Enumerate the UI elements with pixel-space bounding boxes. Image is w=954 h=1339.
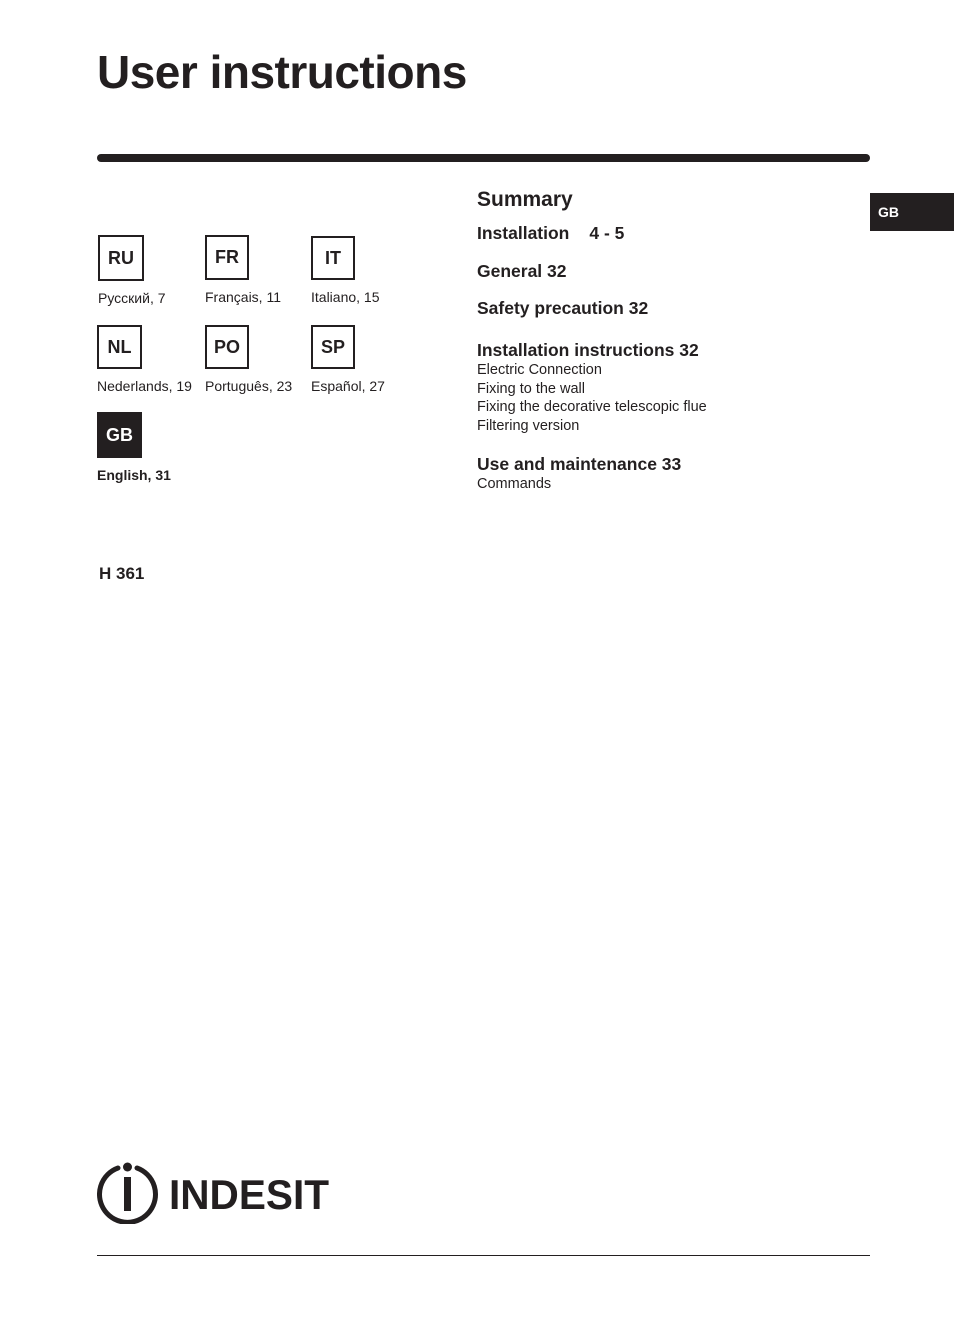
toc-section-page: 4 - 5 (589, 223, 625, 243)
language-label: Italiano, 15 (311, 289, 380, 305)
language-label: Nederlands, 19 (97, 378, 192, 394)
toc-section-general[interactable] (477, 261, 857, 282)
language-code-box: FR (205, 235, 249, 280)
language-side-tab: GB (870, 193, 954, 231)
page-title: User instructions (97, 46, 467, 98)
summary-toc (477, 187, 857, 494)
toc-section-title: General 32 (477, 261, 567, 281)
language-code-box: SP (311, 325, 355, 369)
summary-heading: Summary (477, 188, 573, 211)
language-label: Español, 27 (311, 378, 385, 394)
toc-section-installation-instructions[interactable] (477, 340, 857, 435)
toc-section-safety[interactable] (477, 298, 857, 319)
language-nl[interactable] (97, 325, 192, 394)
toc-section-title: Installation instructions 32 (477, 340, 699, 360)
language-gb[interactable] (97, 412, 171, 483)
model-number: H 361 (99, 564, 145, 583)
language-label: Français, 11 (205, 289, 281, 305)
toc-sub-item[interactable]: Fixing to the wall (477, 380, 585, 397)
header-divider (97, 154, 870, 162)
toc-section-installation[interactable] (477, 223, 857, 244)
language-ru[interactable] (98, 235, 166, 306)
toc-sub-item[interactable]: Commands (477, 476, 552, 492)
language-fr[interactable] (205, 235, 281, 305)
toc-sub-item[interactable]: Fixing the decorative telescopic flue (477, 399, 707, 415)
language-label: Português, 23 (205, 378, 293, 394)
language-po[interactable] (205, 325, 292, 394)
indesit-logo-icon (97, 1160, 337, 1224)
toc-sub-item[interactable]: Electric Connection (477, 362, 602, 378)
language-code-box-active: GB (97, 412, 142, 458)
toc-section-title: Use and maintenance 33 (477, 454, 682, 474)
toc-section-title: Safety precaution 32 (477, 298, 649, 318)
language-it[interactable] (311, 236, 380, 305)
brand-wordmark: INDESIT (169, 1171, 330, 1218)
indesit-logo (97, 1160, 337, 1229)
footer-divider (97, 1255, 870, 1256)
language-code-box: NL (97, 325, 142, 369)
language-code-box: PO (205, 325, 249, 369)
language-label: Русский, 7 (98, 290, 166, 306)
language-sp[interactable] (311, 325, 385, 394)
language-label-active: English, 31 (97, 467, 171, 483)
language-code-box: IT (311, 236, 355, 280)
toc-sub-item[interactable]: Filtering version (477, 417, 580, 434)
language-code-box: RU (98, 235, 144, 281)
toc-section-use-maintenance[interactable] (477, 454, 857, 494)
toc-section-title: Installation (477, 223, 570, 243)
